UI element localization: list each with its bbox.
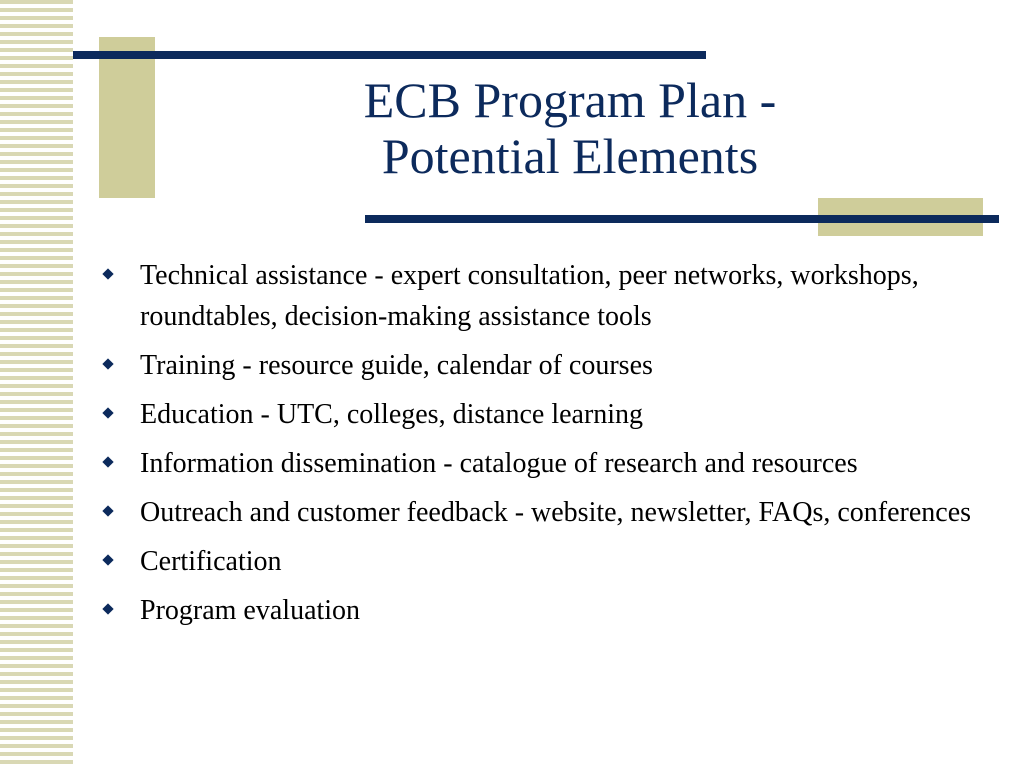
diamond-bullet-icon: [103, 555, 114, 566]
diamond-bullet-icon: [103, 408, 114, 419]
diamond-bullet-icon: [103, 506, 114, 517]
bullet-item: [103, 255, 1003, 337]
diamond-bullet-icon: [103, 457, 114, 468]
bullet-item: [103, 492, 1003, 533]
bullet-item: [103, 443, 1003, 484]
slide-title-line-1: ECB Program Plan -: [363, 72, 777, 128]
decorative-navy-bar-bottom: [365, 215, 999, 223]
diamond-bullet-icon: [103, 604, 114, 615]
slide-title: [180, 72, 960, 184]
slide-title-line-2: Potential Elements: [381, 128, 759, 184]
bullet-text: Technical assistance - expert consultation, peer networks, workshops, roundtables, decision-making assistance tools: [140, 260, 919, 332]
diamond-bullet-icon: [103, 269, 114, 280]
bullet-item: [103, 541, 1003, 582]
diamond-bullet-icon: [103, 359, 114, 370]
bullet-list: [103, 255, 1003, 639]
bullet-text: Information dissemination - catalogue of research and resources: [140, 448, 858, 479]
bullet-item: [103, 345, 1003, 386]
decorative-navy-bar-top: [73, 51, 706, 59]
bullet-item: [103, 590, 1003, 631]
bullet-text: Certification: [140, 546, 282, 577]
bullet-text: Outreach and customer feedback - website, newsletter, FAQs, conferences: [140, 497, 972, 528]
bullet-text: Training - resource guide, calendar of courses: [140, 350, 653, 381]
bullet-text: Education - UTC, colleges, distance learning: [140, 399, 644, 430]
bullet-item: [103, 394, 1003, 435]
decorative-stripes: [0, 0, 73, 768]
bullet-text: Program evaluation: [140, 595, 361, 626]
decorative-tan-block-top: [99, 37, 155, 198]
